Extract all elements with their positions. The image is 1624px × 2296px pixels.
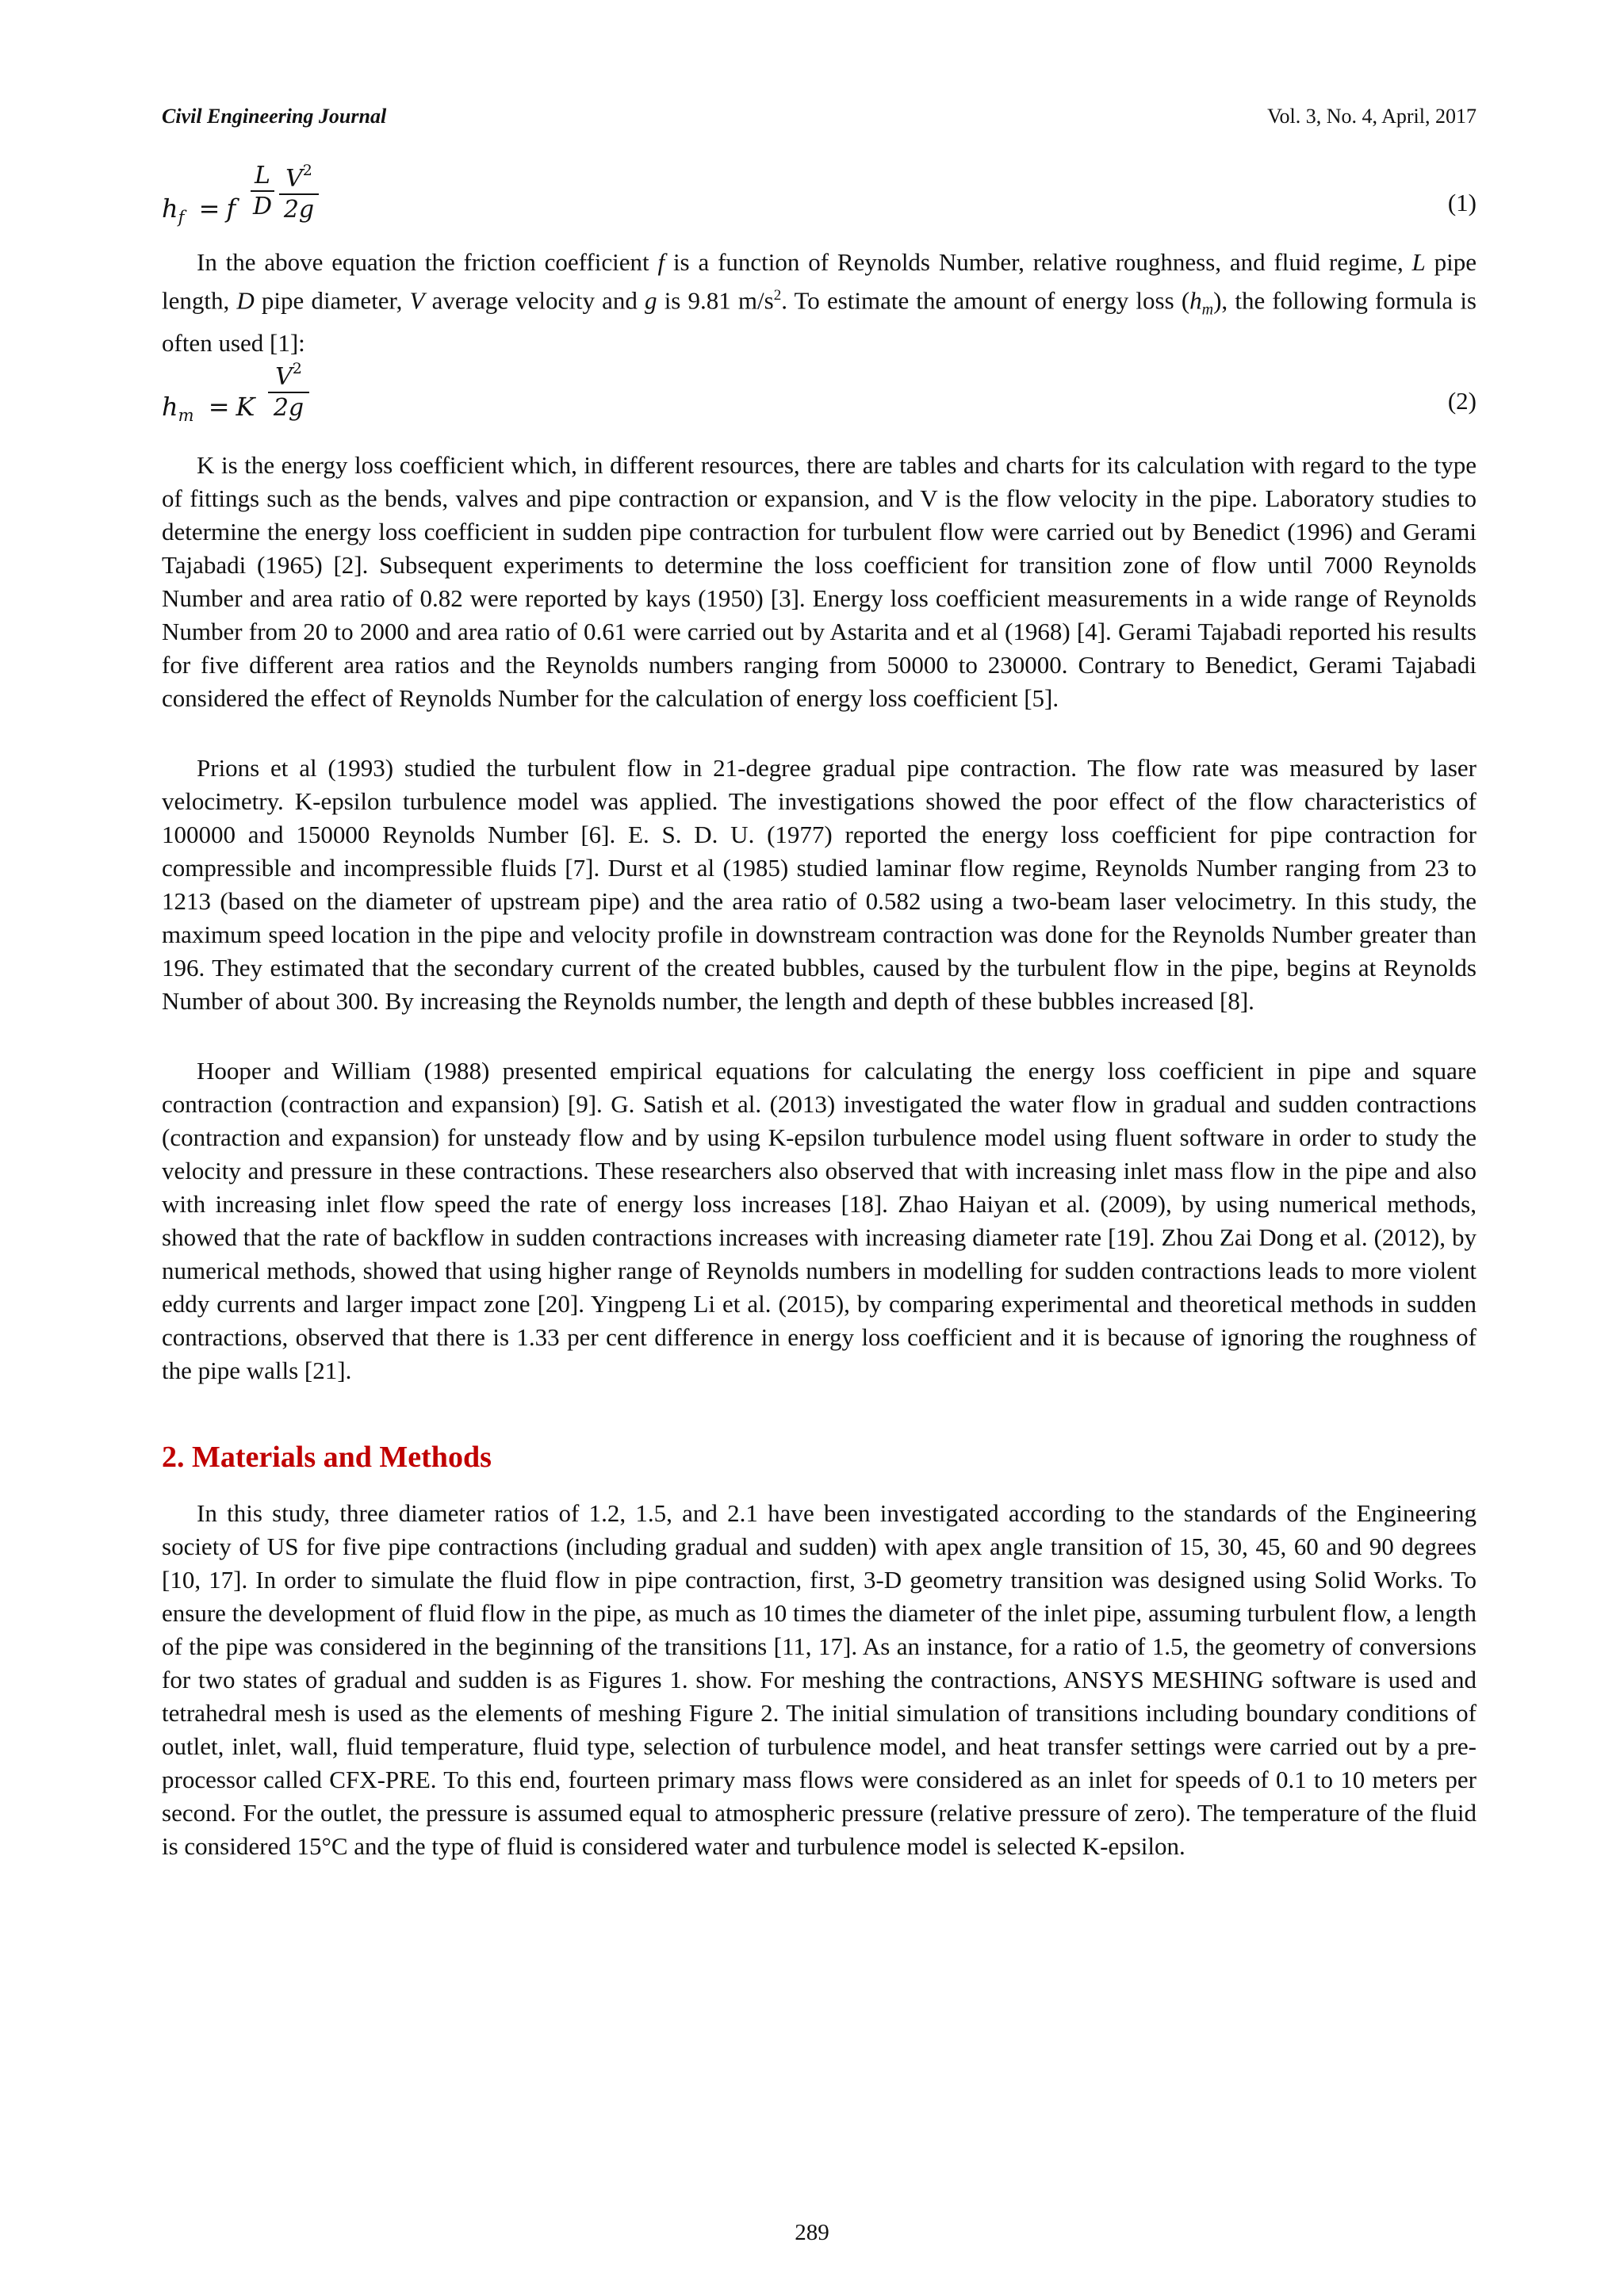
eq2-lhs: $h_m = K$ <box>162 392 255 425</box>
journal-name: Civil Engineering Journal <box>162 105 387 128</box>
paragraph-3: Prions et al (1993) studied the turbulent flow in 21-degree gradual pipe contraction. The flow rate was measured by laser velocimetry. K-epsilon turbulence model was applied. The investigations showed the poor effect of the flow characteristics of 100000 and 150000 Reynolds Number [6]. E. S. D. U. (1977) reported the energy loss coefficient for pipe contraction for compressible and incompressible fluids [7]. Durst et al (1985) studied laminar flow regime, Reynolds Number ranging from 23 to 1213 (based on the diameter of upstream pipe) and the area ratio of 0.582 using a two-beam laser velocimetry. In this study, the maximum speed location in the pipe and velocity profile in downstream contraction was done for the Reynolds Number greater than 196. They estimated that the secondary current of the created bubbles, caused by the turbulent flow in the pipe, begins at Reynolds Number of about 300. By increasing the Reynolds number, the length and depth of these bubbles increased [8]. <box>162 754 1477 1015</box>
section-heading: 2. Materials and Methods <box>162 1441 492 1474</box>
paragraph-4: Hooper and William (1988) presented empirical equations for calculating the energy loss coefficient in pipe and square contraction (contraction and expansion) [9]. G. Satish et al. (2013) investigated the water flow in gradual and sudden contractions (contraction and expansion) for unsteady flow and by using K-epsilon turbulence model using fluent software in order to study the velocity and pressure in these contractions. These researchers also observed that with increasing inlet mass flow in the pipe and also with increasing inlet flow speed the rate of energy loss increases [18]. Zhao Haiyan et al. (2009), by using numerical methods, showed that the rate of backflow in sudden contractions increases with increasing diameter rate [19]. Zhou Zai Dong et al. (2012), by numerical methods, showed that using higher range of Reynolds numbers in modelling for sudden contractions leads to more violent eddy currents and larger impact zone [20]. Yingpeng Li et al. (2015), by comparing experimental and theoretical methods in sudden contractions, observed that there is 1.33 per cent difference in energy loss coefficient and it is because of ignoring the roughness of the pipe walls [21]. <box>162 1057 1477 1384</box>
paragraph-5: In this study, three diameter ratios of 1.2, 1.5, and 2.1 have been investigated according to the standards of the Engineering society of US for five pipe contractions (including gradual and sudden) with apex angle transition of 15, 30, 45, 60 and 90 degrees [10, 17]. In order to simulate the fluid flow in pipe contraction, first, 3-D geometry transition was designed using Solid Works. To ensure the development of fluid flow in the pipe, as much as 10 times the diameter of the inlet pipe, assuming turbulent flow, a length of the pipe was considered in the beginning of the transitions [11, 17]. As an instance, for a ratio of 1.5, the geometry of conversions for two states of gradual and sudden is as Figures 1. show. For meshing the contractions, ANSYS MESHING software is used and tetrahedral mesh is used as the elements of meshing Figure 2. The initial simulation of transitions including boundary conditions of outlet, inlet, wall, fluid temperature, fluid type, selection of turbulence model, and heat transfer settings were carried out by a pre-processor called CFX-PRE. To this end, fourteen primary mass flows were considered as an inlet for speeds of 0.1 to 10 meters per second. For the outlet, the pressure is assumed equal to atmospheric pressure (relative pressure of zero). The temperature of the fluid is considered 15°C and the type of fluid is considered water and turbulence model is selected K-epsilon. <box>162 1499 1477 1860</box>
volume-info: Vol. 3, No. 4, April, 2017 <box>1267 105 1477 128</box>
running-header <box>162 105 1477 136</box>
paragraph-2: K is the energy loss coefficient which, in different resources, there are tables and charts for its calculation with regard to the type of fittings such as the bends, valves and pipe contraction or expansion, and V is the flow velocity in the pipe. Laboratory studies to determine the energy loss coefficient in sudden pipe contraction for turbulent flow were carried out by Benedict (1996) and Gerami Tajabadi (1965) [2]. Subsequent experiments to determine the loss coefficient for transition zone of flow until 7000 Reynolds Number and area ratio of 0.82 were reported by kays (1950) [3]. Energy loss coefficient measurements in a wide range of Reynolds Number from 20 to 2000 and area ratio of 0.61 were carried out by Astarita and et al (1968) [4]. Gerami Tajabadi reported his results for five different area ratios and the Reynolds numbers ranging from 50000 to 230000. Contrary to Benedict, Gerami Tajabadi considered the effect of Reynolds Number for the calculation of energy loss coefficient [5]. <box>162 451 1477 712</box>
equation-2 <box>162 355 1477 442</box>
eq1-fraction-v2-over-2g: $V^2$ 2g <box>279 162 319 224</box>
page-number: 289 <box>795 2220 829 2245</box>
eq2-fraction-v2-over-2g: $V^2$ 2g <box>268 360 309 422</box>
equation-number-2: (2) <box>1447 387 1477 415</box>
paragraph-1: In the above equation the friction coefficient f is a function of Reynolds Number, relative roughness, and fluid regime, L pipe length, D pipe diameter, V average velocity and g is 9.81 $m/s^2$. To estimate the amount of energy loss $(h_m)$, the following formula is often used [1]: <box>162 248 1477 357</box>
equation-1 <box>162 157 1477 244</box>
eq1-fraction-l-over-d: L D <box>251 162 274 220</box>
eq1-lhs: $h_f = f$ <box>162 193 236 227</box>
equation-number-1: (1) <box>1447 189 1477 216</box>
